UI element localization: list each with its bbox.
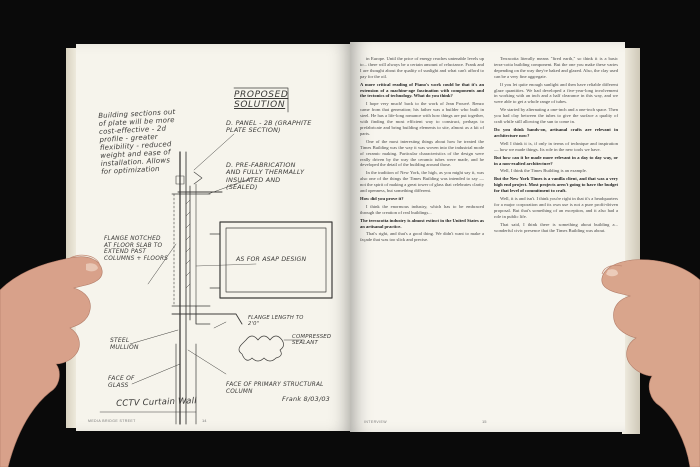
body-paragraph: I think the enormous industry, which has to be embraced through the creation of real buildings... [360, 203, 484, 215]
body-paragraph: We started by alternating a one-inch and a one-inch space. Then you had clay between the tubes to give the surface a quality of craft while still allowing the sun to come in. [494, 107, 618, 125]
note-flange-notched: FLANGE NOTCHED AT FLOOR SLAB TO EXTEND PAST COLUMNS + FLOORS [104, 236, 169, 262]
body-paragraph: Terracotta literally means "fired earth," so think it is a basic terra-cotta building component. But the one you make these varies depending on the way they're baked and glazed. Also, the clay used can be a very fine aggregate. [494, 56, 618, 79]
note-panel-section: D. PANEL - 2B (GRAPHITE PLATE SECTION) [226, 119, 312, 135]
interview-question: A more critical reading of Piano's work could be that it's an extension of a machine-age fascination with components and the tectonics of technology. What do you think? [360, 81, 484, 99]
body-paragraph: I hope very much! back to the work of Jean Prouvé. Renzo came from that generation; his father was a builder who built in steel. He has a life-long romance with how things are put together, with finding the most efficient way to construct, perhaps to prefabricate and bring building elements to site, almost as a kit of parts. [360, 101, 484, 136]
body-paragraph: If you let quite enough sunlight and then have reliable different glaze quantities. We had developed a five-year-long involvement in working with an inch and a half clearance in this way, and we were able to get a whole range of tubes. [494, 81, 618, 105]
body-paragraph: Well, it is and isn't. I think you're right in that it's a headquarters for a major corporation and its own use is not a pure profit-driven proposal. But that's something of an exception, and it also had a role in public life. [494, 196, 618, 219]
right-hand [586, 240, 700, 467]
page-number-right: 15 [482, 419, 487, 424]
body-paragraph: That said, I think there is something about building a... wonderful civic presence that the Times Building was about. [494, 221, 618, 233]
folio-right: INTERVIEW [364, 420, 387, 424]
body-paragraph: That's right, and that's a good thing. We didn't want to make a façade that was too slick and precise. [360, 231, 484, 243]
body-paragraph: Well, I think the Times Building is an example. [500, 168, 587, 174]
note-face-of-glass: FACE OF GLASS [108, 375, 135, 389]
body-paragraph: One of the most interesting things about how he treated the Times Building was the way it was woven into the industrial mode of ceramic making. Particular characteristics of the design were really driven by the way the ceramic tubes were made, and he developed the detail of the building around those. [360, 138, 484, 168]
body-paragraph: In the tradition of New York, the high, as you might say it, was also one of the things the Times Building was intended to say — not the spirit of making a great tower of glass that celebrates clarity and openness, but something different. [360, 170, 484, 194]
text-column-2 [494, 56, 618, 235]
right-page [350, 42, 625, 432]
text-column-1 [360, 56, 484, 245]
note-insulation: AS FOR ASAP DESIGN [236, 256, 307, 263]
interview-question: The terracotta industry is almost extinct in the United States as an artisanal practice. [360, 217, 484, 229]
interview-question: How did you prove it? [360, 195, 404, 201]
note-flange-length: FLANGE LENGTH TO 2'0" [248, 315, 304, 327]
sketch-signature: Frank 8/03/03 [282, 395, 331, 403]
left-hand [0, 230, 120, 467]
note-steel-mullion: STEEL MULLION [110, 337, 139, 351]
interview-question: But the New York Times is a vanilla client, and that was a very high end project. Most projects aren't going to have the budget for that level of commitment to craft. [494, 176, 618, 194]
note-sealant: COMPRESSED SEALANT [292, 334, 332, 347]
page-number-left: 14 [202, 418, 207, 423]
note-prefabrication: D. PRE-FABRICATION AND FULLY THERMALLY INSULATED AND (SEALED) [226, 161, 305, 192]
note-plate-sections: Building sections out of plate will be more cost-effective - 2d profile - greater flexibility - reduced weight and ease of installation. Allows for optimization [98, 107, 176, 177]
body-paragraph: Well I think it is, if only in terms of technique and inspiration — how we made things. Its role in the new tools we have. [494, 140, 618, 152]
interview-question: Do you think hands-on, artisanal crafts are relevant in architecture now? [494, 126, 618, 138]
sketch-caption: CCTV Curtain Wall [115, 396, 197, 409]
interview-question: But how can it be made more relevant in a day to day way, or in a non-exalted architecture? [494, 154, 618, 166]
body-paragraph: in Europe. Until the price of energy reaches untenable levels up to... there will always be a certain amount of reluctance. Frank and I are thought about the quality of sunlight and what can't afford to pay for the oil. [360, 56, 484, 79]
note-structural-column: FACE OF PRIMARY STRUCTURAL COLUMN [226, 382, 324, 395]
folio-left: MEDIA BRIDGE STREET [88, 419, 136, 423]
sketch-title: PROPOSED SOLUTION [234, 90, 289, 111]
